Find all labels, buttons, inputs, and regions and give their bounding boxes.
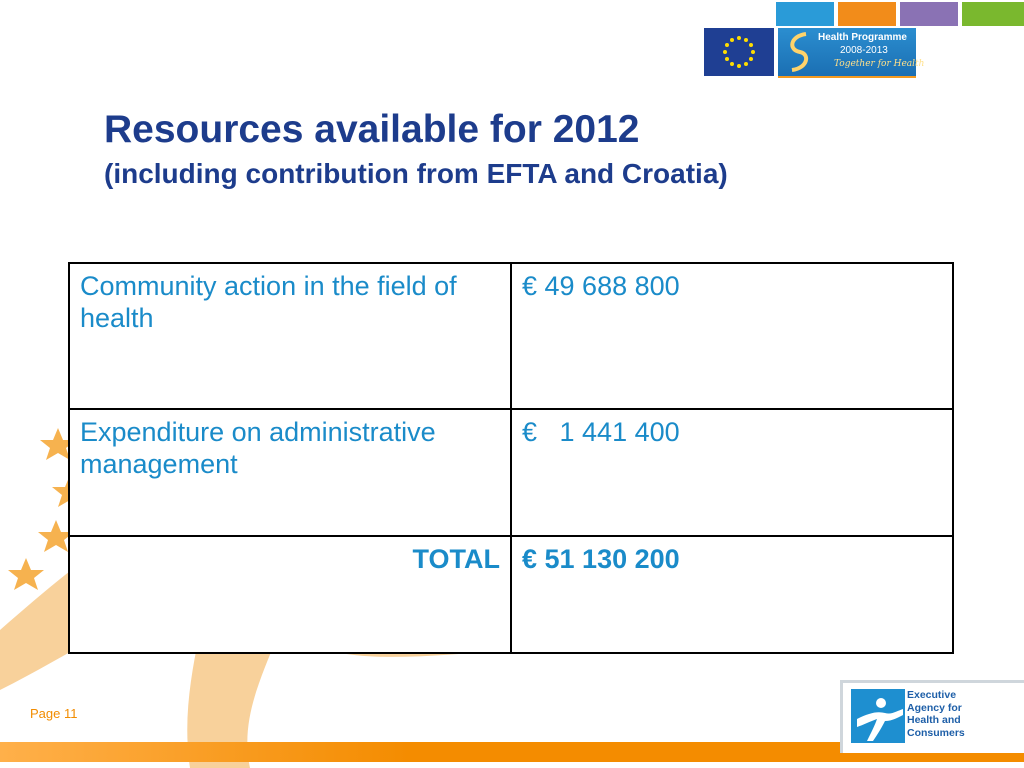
row-label: Expenditure on administrative management	[69, 409, 511, 536]
eu-flag-icon	[704, 28, 774, 76]
swirl-icon	[784, 30, 814, 74]
row-label: Community action in the field of health	[69, 263, 511, 409]
eahc-figure-icon	[851, 689, 905, 743]
resources-table	[68, 262, 954, 654]
color-square-green	[962, 2, 1024, 26]
total-label: TOTAL	[69, 536, 511, 653]
eahc-logo	[840, 680, 1024, 753]
health-programme-motto: Together for Health	[834, 59, 925, 69]
row-value: € 1 441 400	[511, 409, 953, 536]
row-value: € 49 688 800	[511, 263, 953, 409]
slide-title: Resources available for 2012	[104, 108, 640, 151]
star-icon	[8, 558, 44, 590]
total-value: € 51 130 200	[511, 536, 953, 653]
color-square-blue	[776, 2, 834, 26]
table-row	[69, 263, 953, 409]
health-programme-years: 2008-2013	[840, 45, 888, 56]
health-programme-title: Health Programme	[818, 32, 907, 43]
page-number: Page 11	[30, 706, 78, 721]
slide-subtitle: (including contribution from EFTA and Croatia)	[104, 158, 728, 189]
table-row-total	[69, 536, 953, 653]
color-square-purple	[900, 2, 958, 26]
table-row	[69, 409, 953, 536]
health-programme-logo	[778, 28, 925, 78]
eahc-agency-name: Executive Agency for Health and Consumers	[907, 689, 965, 739]
color-square-orange	[838, 2, 896, 26]
